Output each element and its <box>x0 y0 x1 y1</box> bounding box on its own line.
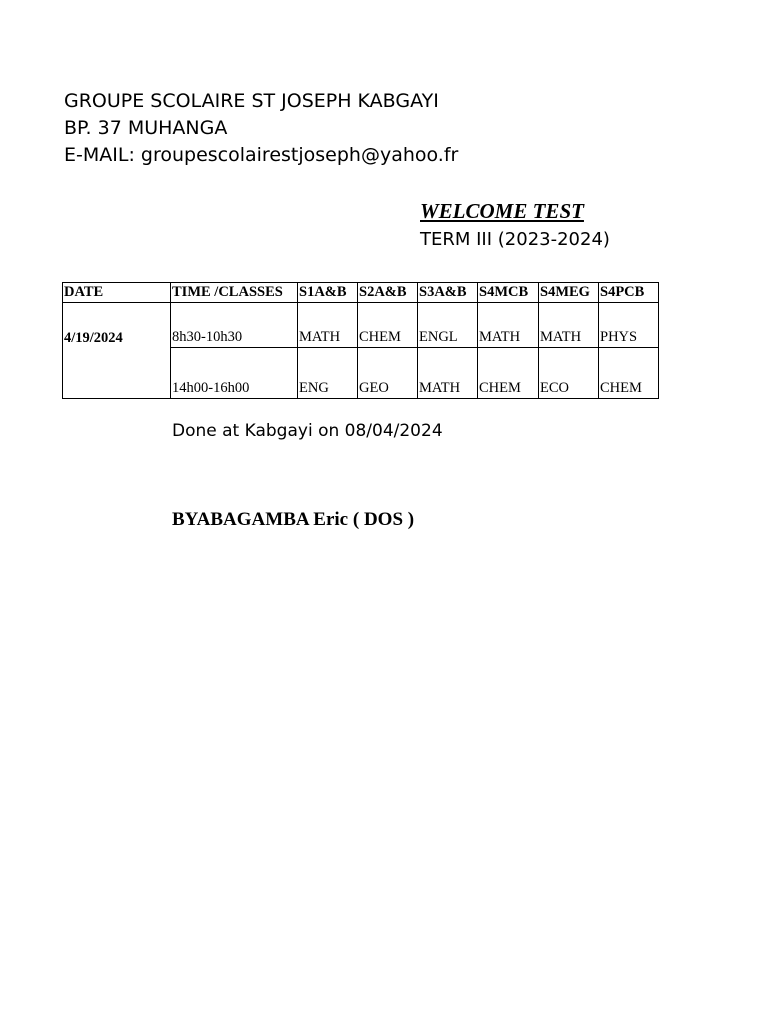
header-s4meg: S4MEG <box>539 283 599 303</box>
subject-cell: ENGL <box>418 303 478 348</box>
header-s4mcb: S4MCB <box>478 283 539 303</box>
table-border-stub <box>62 348 63 399</box>
subject-cell: MATH <box>478 303 539 348</box>
table-row <box>63 303 659 348</box>
header-s2ab: S2A&B <box>358 283 418 303</box>
subject-cell: ECO <box>539 348 599 399</box>
date-cell <box>63 348 171 399</box>
test-title: WELCOME TEST <box>420 199 584 223</box>
term-title: TERM III (2023-2024) <box>420 229 610 250</box>
subject-cell: GEO <box>358 348 418 399</box>
table-row <box>63 348 659 399</box>
subject-cell: MATH <box>418 348 478 399</box>
header-s3ab: S3A&B <box>418 283 478 303</box>
subject-cell: CHEM <box>599 348 659 399</box>
header-time-classes: TIME /CLASSES <box>171 283 298 303</box>
subject-cell: CHEM <box>478 348 539 399</box>
header-s4pcb: S4PCB <box>599 283 659 303</box>
time-cell: 14h00-16h00 <box>171 348 298 399</box>
signatory-name: BYABAGAMBA Eric ( DOS ) <box>172 509 415 530</box>
time-cell: 8h30-10h30 <box>171 303 298 348</box>
header-date: DATE <box>63 283 171 303</box>
subject-cell: CHEM <box>358 303 418 348</box>
school-email: E-MAIL: groupescolairestjoseph@yahoo.fr <box>64 144 459 166</box>
school-name: GROUPE SCOLAIRE ST JOSEPH KABGAYI <box>64 90 439 112</box>
header-s1ab: S1A&B <box>298 283 358 303</box>
school-address: BP. 37 MUHANGA <box>64 117 228 139</box>
subject-cell: ENG <box>298 348 358 399</box>
timetable-header-row <box>63 283 659 303</box>
subject-cell: MATH <box>298 303 358 348</box>
timetable <box>62 282 659 399</box>
date-cell: 4/19/2024 <box>63 303 171 348</box>
done-at-line: Done at Kabgayi on 08/04/2024 <box>172 421 443 441</box>
subject-cell: PHYS <box>599 303 659 348</box>
subject-cell: MATH <box>539 303 599 348</box>
